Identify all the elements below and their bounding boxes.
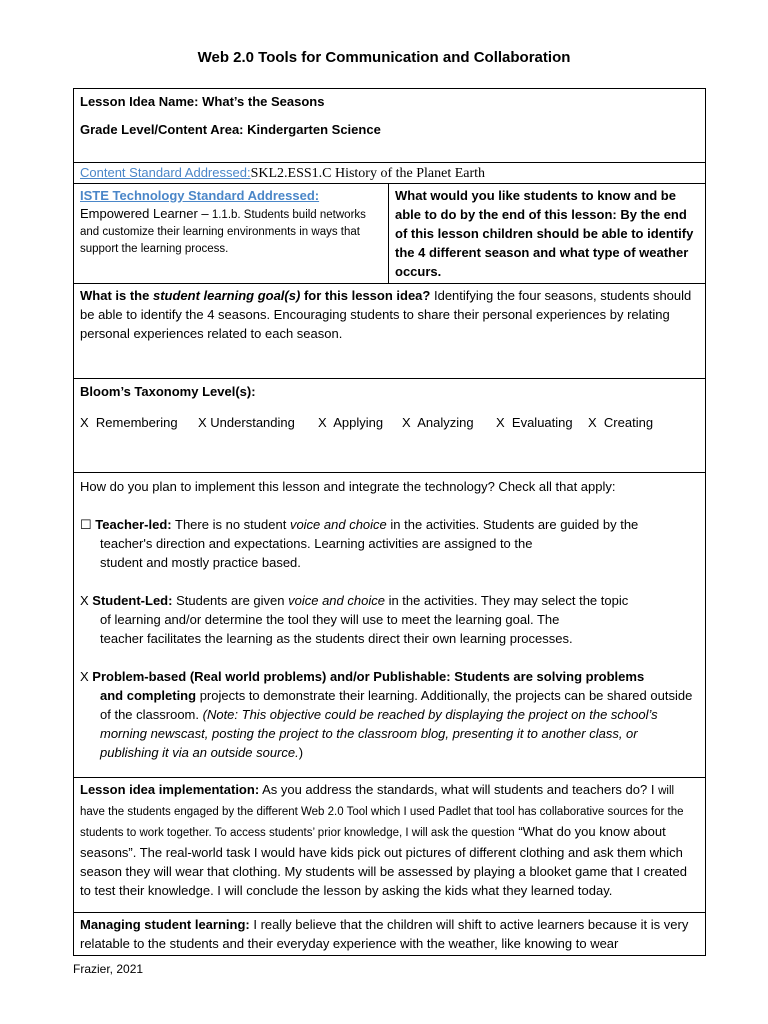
page-title: Web 2.0 Tools for Communication and Collaboration [197, 49, 571, 66]
content-standard-value: SKL2.ESS1.C History of the Planet Earth [250, 166, 486, 181]
grade-label: Grade Level/Content Area: [80, 122, 244, 137]
implementation-row: Lesson idea implementation: As you address the standards, what will students and teachers do? I will have the students engaged by the different Web 2.0 Tool which I used Padlet that tool has collaborative sources for the students to work together. To access students’ prior knowledge, I will ask the question “What do you know about seasons”. The real-world task I would have kids pick out pictures of different clothing and ask them which season they will wear that clothing. My students will be assessed by playing a blooket game that I created to test their knowledge. I will conclude the lesson by asking the kids what they learned today. [74, 778, 706, 913]
footer: Frazier, 2021 [73, 962, 144, 976]
know-do-text: What would you like students to know and be able to do by the end of this lesson: By the end of this lesson children should be able to identify the 4 different season and what type of weather occurs. [395, 188, 694, 279]
iste-label: ISTE Technology Standard Addressed: [80, 188, 320, 203]
lesson-info-row [74, 89, 706, 163]
iste-lead: Empowered Learner – [80, 206, 209, 221]
bloom-creating: X Creating [588, 415, 654, 430]
goal-q-pre: What is the [80, 288, 150, 303]
bloom-applying: X Applying [318, 415, 384, 430]
goal-answer: Identifying the four seasons, students should be able to identify the 4 seasons. Encouraging students to share their personal experiences by relating personal experiences related to each season. [80, 288, 692, 341]
blooms-label: Bloom’s Taxonomy Level(s): [80, 384, 256, 399]
implement-question: How do you plan to implement this lesson and integrate the technology? Check all that apply: [80, 479, 616, 494]
problem-based-option: X Problem-based (Real world problems) and/or Publishable: Students are solving problems and completing projects to demonstrate their learning. Additionally, the projects can be shared outside of the classroom. (Note: This objective could be reached by displaying the project on the school’s morning newscast, posting the project to the classroom blog, presenting it to another class, or publishing it via an outside source.) [80, 669, 693, 760]
goal-row [74, 284, 706, 379]
grade-value: Kindergarten Science [247, 122, 381, 137]
bloom-remembering: X Remembering [80, 415, 178, 430]
bloom-analyzing: X Analyzing [402, 415, 474, 430]
checkbox-icon: ☐ [80, 517, 92, 532]
standards-row [74, 184, 706, 284]
implementation-label: Lesson idea implementation: [80, 782, 260, 797]
teacher-led-option: ☐ Teacher-led: There is no student voice and choice in the activities. Students are guided by the teacher's direction and expectations. Learning activities are assigned to the student and mostly practice based. [80, 517, 639, 570]
lesson-name-value: What’s the Seasons [202, 94, 325, 109]
goal-q-italic: student learning goal(s) [152, 288, 301, 303]
iste-text: 1.1.b. Students build networks and customize their learning environments in ways that support the learning process. [80, 209, 366, 255]
blooms-levels [80, 413, 699, 432]
lesson-plan-table [73, 88, 706, 956]
bloom-evaluating: X Evaluating [496, 415, 573, 430]
blooms-row [74, 379, 706, 473]
content-standard-label: Content Standard Addressed: [80, 165, 251, 180]
managing-label: Managing student learning: [80, 917, 250, 932]
student-led-option: X Student-Led: Students are given voice and choice in the activities. They may select the topic of learning and/or determine the tool they will use to meet the learning goal. The teacher facilitates the learning as the students direct their own learning processes. [80, 593, 629, 646]
goal-q-post: for this lesson idea? [303, 288, 431, 303]
content-standard-row [74, 163, 706, 184]
bloom-understanding: X Understanding [198, 415, 295, 430]
lesson-name-label: Lesson Idea Name: [80, 94, 199, 109]
managing-row: Managing student learning: I really believe that the children will shift to active learners because it is very relatable to the students and their everyday experience with the weather, like knowing to wear [74, 913, 706, 956]
implement-row [74, 473, 706, 778]
